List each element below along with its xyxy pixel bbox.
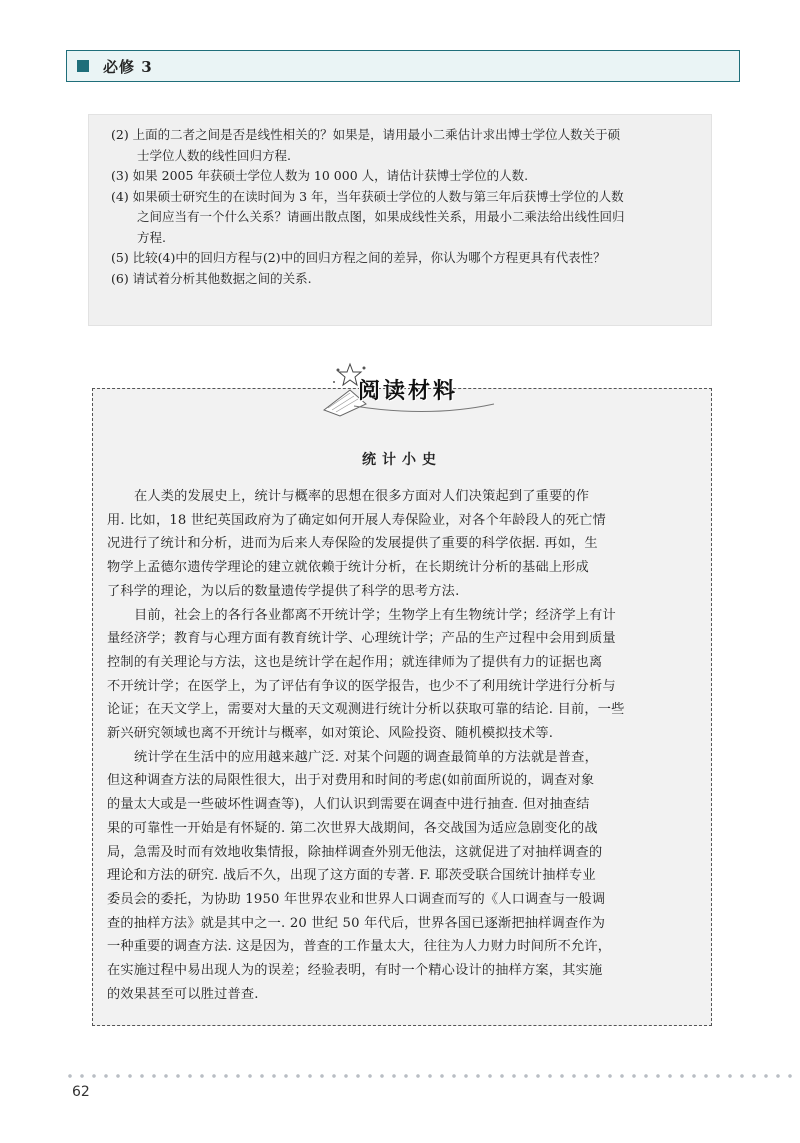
reading-badge-label: 阅读材料 (358, 379, 459, 404)
question-line: 方程. (137, 229, 166, 245)
article-line: 况进行了统计和分析，进而为后来人寿保险的发展提供了重要的科学依据. 再如，生 (107, 536, 598, 552)
exercise-questions-box (88, 114, 712, 326)
reading-material-frame (92, 388, 712, 1026)
footer-dotted-rule (64, 1074, 800, 1078)
article-line: 论证；在天文学上，需要对大量的天文观测进行统计分析以获取可靠的结论. 目前，一些 (107, 702, 625, 718)
article-line: 不开统计学；在医学上，为了评估有争议的医学报告，也少不了利用统计学进行分析与 (107, 678, 616, 694)
article-body (107, 485, 697, 1006)
article-line: 的量太大或是一些破坏性调查等)，人们认识到需要在调查中进行抽查. 但对抽查结 (107, 797, 590, 813)
article-line: 查的抽样方法》就是其中之一. 20 世纪 50 年代后，世界各国已逐渐把抽样调查作为 (107, 915, 606, 931)
article-line: 委员会的委托，为协助 1950 年世界农业和世界人口调查而写的《人口调查与一般调 (107, 891, 606, 907)
question-line: (4) 如果硕士研究生的在读时间为 3 年，当年获硕士学位的人数与第三年后获博士学位的人数 (111, 188, 624, 204)
article-line: 但这种调查方法的局限性很大，出于对费用和时间的考虑(如前面所说的，调查对象 (107, 773, 595, 789)
article-title: 统计小史 (362, 452, 442, 468)
article-line: 在实施过程中易出现人为的误差；经验表明，有时一个精心设计的抽样方案，其实施 (107, 963, 603, 979)
article-line: 量经济学；教育与心理方面有教育统计学、心理统计学；产品的生产过程中会用到质量 (107, 631, 616, 647)
article-line: 的效果甚至可以胜过普查. (107, 986, 259, 1002)
article-line: 目前，社会上的各行各业都离不开统计学；生物学上有生物统计学；经济学上有计 (134, 607, 616, 623)
header-square-icon (77, 60, 89, 72)
article-line: 一种重要的调查方法. 这是因为，普查的工作量太大，往往为人力财力时间所不允许， (107, 939, 612, 955)
article-line: 新兴研究领域也离不开统计与概率，如对策论、风险投资、随机模拟技术等. (107, 726, 554, 742)
article-line: 果的可靠性一开始是有怀疑的. 第二次世界大战期间，各交战国为适应急剧变化的战 (107, 820, 598, 836)
article-line: 控制的有关理论与方法，这也是统计学在起作用；就连律师为了提供有力的证据也离 (107, 654, 603, 670)
page-number: 62 (72, 1084, 90, 1100)
question-line: 士学位人数的线性回归方程. (137, 147, 291, 163)
article-line: 物学上孟德尔遗传学理论的建立就依赖于统计分析，在长期统计分析的基础上形成 (107, 560, 589, 576)
question-line: (3) 如果 2005 年获硕士学位人数为 10 000 人，请估计获博士学位的人数. (111, 168, 529, 183)
article-line: 统计学在生活中的应用越来越广泛. 对某个问题的调查最简单的方法就是普查， (134, 749, 598, 765)
question-line: 之间应当有一个什么关系？请画出散点图，如果成线性关系，用最小二乘法给出线性回归 (137, 209, 625, 224)
reading-badge (310, 360, 500, 418)
question-line: (2) 上面的二者之间是否是线性相关的？如果是，请用最小二乘估计求出博士学位人数关于硕 (111, 127, 621, 142)
question-line: (5) 比较(4)中的回归方程与(2)中的回归方程之间的差异，你认为哪个方程更具有代表性？ (111, 250, 606, 265)
article-line: 局，急需及时而有效地收集情报，除抽样调查外别无他法，这就促进了对抽样调查的 (107, 844, 603, 860)
chapter-header (66, 50, 740, 82)
question-line: (6) 请试着分析其他数据之间的关系. (111, 270, 312, 286)
article-line: 了科学的理论，为以后的数量遗传学提供了科学的思考方法. (107, 583, 460, 599)
article-line: 用. 比如，18 世纪英国政府为了确定如何开展人寿保险业，对各个年龄段人的死亡情 (107, 512, 606, 528)
chapter-label: 必修 3 (103, 58, 153, 76)
article-line: 理论和方法的研究. 战后不久，出现了这方面的专著. F. 耶茨受联合国统计抽样专业 (107, 868, 596, 884)
article-line: 在人类的发展史上，统计与概率的思想在很多方面对人们决策起到了重要的作 (134, 489, 590, 504)
